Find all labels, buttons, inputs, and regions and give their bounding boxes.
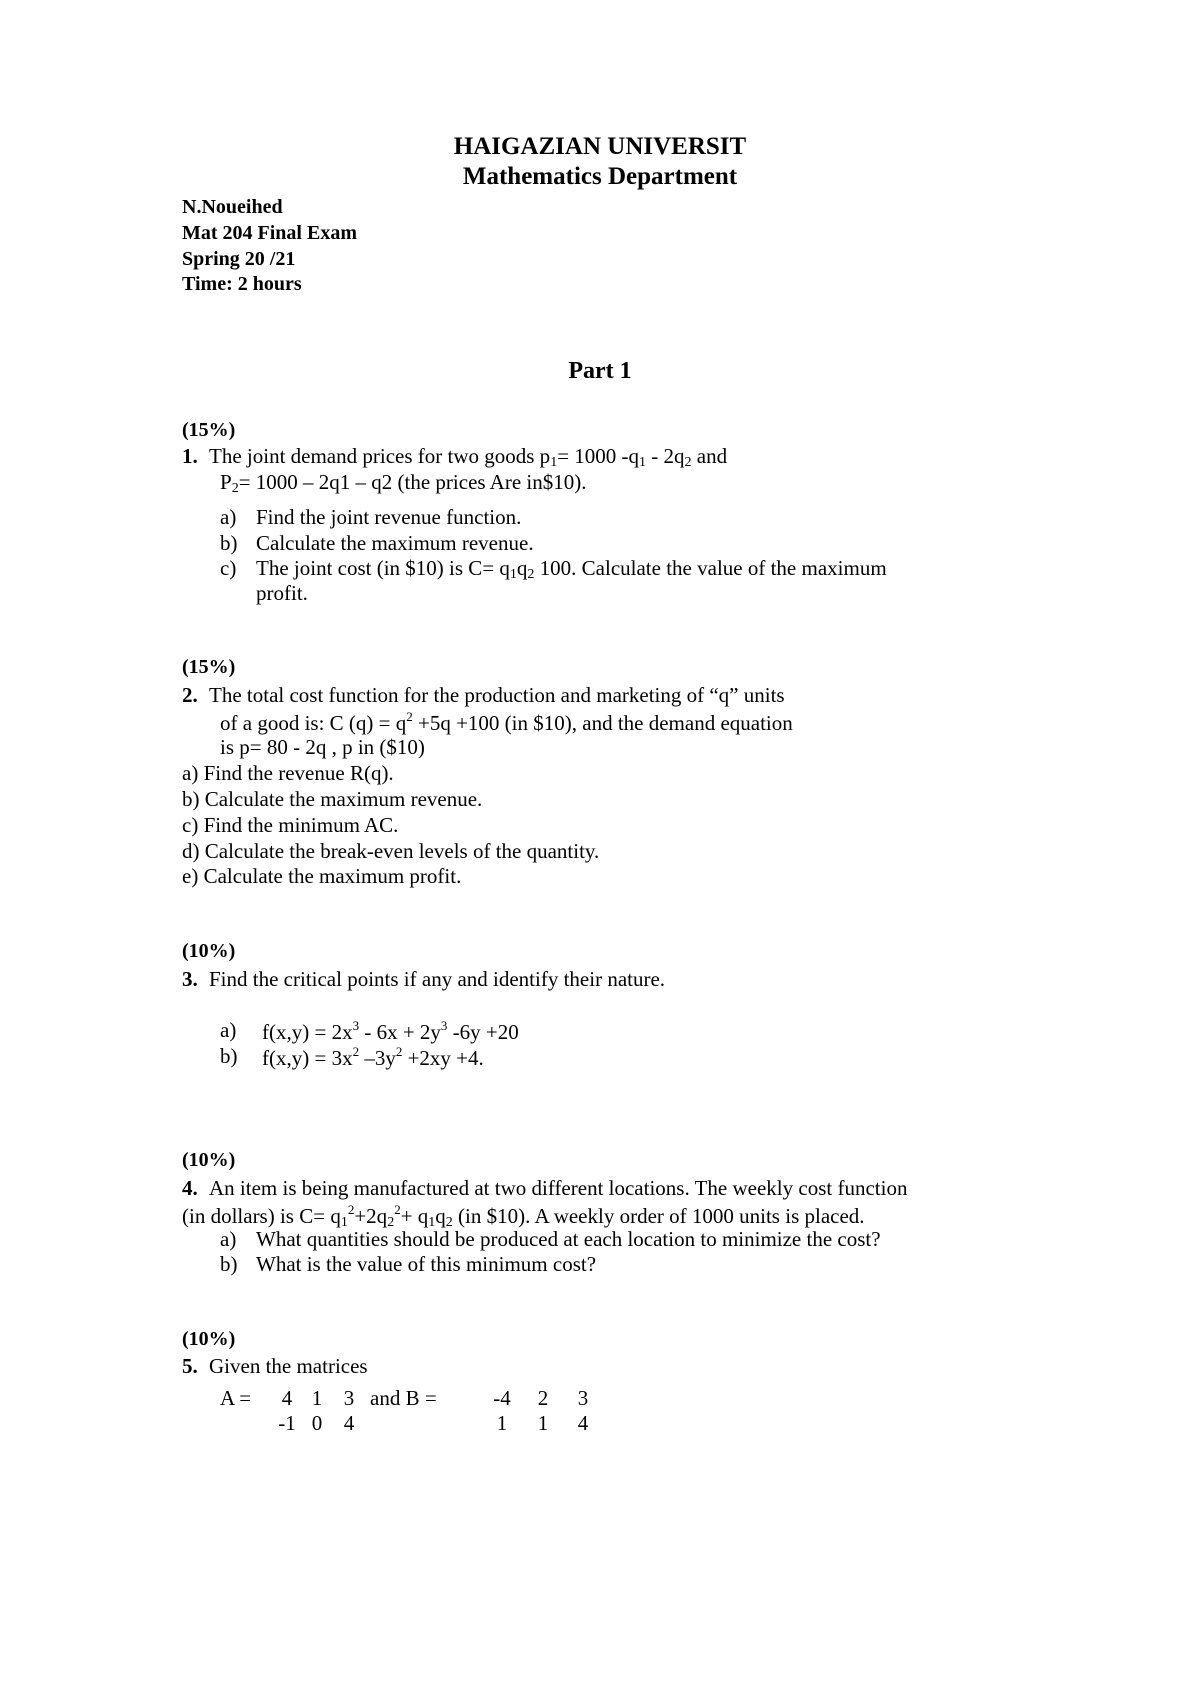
semester: Spring 20 /21	[182, 248, 296, 270]
instructor-name: N.Noueihed	[182, 196, 283, 218]
q5-line1: 5. Given the matrices	[182, 1354, 368, 1378]
q5-number: 5.	[182, 1354, 198, 1378]
department-title: Mathematics Department	[462, 163, 738, 190]
q3-number: 3.	[182, 967, 198, 991]
exam-duration: Time: 2 hours	[182, 273, 302, 295]
course-name: Mat 204 Final Exam	[182, 222, 357, 244]
matrix-b-cell: 1	[537, 1411, 549, 1435]
matrix-a-label: A =	[220, 1386, 252, 1410]
q4-line2: (in dollars) is $C= q_1^2+2q_2^2+ q_1q_2$ (in $10). A weekly order of 1000 units is placed.	[182, 1202, 865, 1230]
q4-number: 4.	[182, 1176, 198, 1200]
matrix-a-cell: 0	[311, 1411, 323, 1435]
q3-item-a: a) $f(x,y) = 2x^3 - 6x + 2y^3$ -6y +20	[220, 1018, 519, 1044]
matrix-a-cell: -1	[278, 1411, 296, 1435]
university-title: HAIGAZIAN UNIVERSIT	[453, 133, 747, 160]
q4-weight: (10%)	[182, 1149, 236, 1171]
q5-weight: (10%)	[182, 1328, 236, 1350]
matrix-b-cell: 3	[577, 1386, 589, 1410]
q4-line1: 4. An item is being manufactured at two different locations. The weekly cost function	[182, 1176, 908, 1200]
q2-number: 2.	[182, 683, 198, 707]
matrix-b-cell: 2	[537, 1386, 549, 1410]
q1-item-a: a) Find the joint revenue function.	[220, 505, 522, 529]
q2-line2: of a good is: C $(q) = q^2 +5q +100$ (in $10), and the demand equation	[220, 709, 793, 735]
q2-weight: (15%)	[182, 656, 236, 678]
matrix-b-cell: 1	[496, 1411, 508, 1435]
q2-item-e: e) Calculate the maximum profit.	[182, 864, 462, 888]
q2-line3: is p= 80 - 2q , p in ($10)	[220, 735, 425, 759]
q1-weight: (15%)	[182, 419, 236, 441]
q2-item-c: c) Find the minimum AC.	[182, 813, 399, 837]
q1-item-c-cont: profit.	[256, 581, 308, 605]
matrix-b-label: and B =	[370, 1386, 437, 1410]
q1-number: 1.	[182, 444, 198, 468]
q1-line2: $P_2= 1000 - 2q1 - q2$ (the prices Are in$10).	[220, 470, 587, 496]
q1-item-b: b) Calculate the maximum revenue.	[220, 531, 534, 555]
q1-item-c: c) The joint cost (in $10) is $C= q_1q_2$ 100. Calculate the value of the maximum	[220, 556, 887, 582]
q3-line1: 3. Find the critical points if any and identify their nature.	[182, 967, 666, 991]
matrix-a-cell: 4	[343, 1411, 355, 1435]
q2-item-b: b) Calculate the maximum revenue.	[182, 787, 483, 811]
matrix-a-cell: 4	[281, 1386, 293, 1410]
matrix-a-cell: 3	[343, 1386, 355, 1410]
q2-item-a: a) Find the revenue R(q).	[182, 761, 394, 785]
matrix-a-cell: 1	[311, 1386, 323, 1410]
q2-item-d: d) Calculate the break-even levels of the quantity.	[182, 839, 600, 863]
q4-item-a: a) What quantities should be produced at each location to minimize the cost?	[220, 1227, 881, 1251]
q4-item-b: b) What is the value of this minimum cost?	[220, 1252, 597, 1276]
matrix-b-cell: 4	[577, 1411, 589, 1435]
q1-line1: 1. The joint demand prices for two goods $p_1= 1000$ $-q_1 - 2q_2$ and	[182, 444, 728, 470]
q3-weight: (10%)	[182, 940, 236, 962]
part-title: Part 1	[568, 358, 632, 384]
q2-line1: 2. The total cost function for the production and marketing of “q” units	[182, 683, 785, 707]
matrix-b-cell: -4	[493, 1386, 511, 1410]
q3-item-b: b) $f(x,y) = 3x^2$ $-3y^2 +2xy +4$.	[220, 1044, 484, 1070]
